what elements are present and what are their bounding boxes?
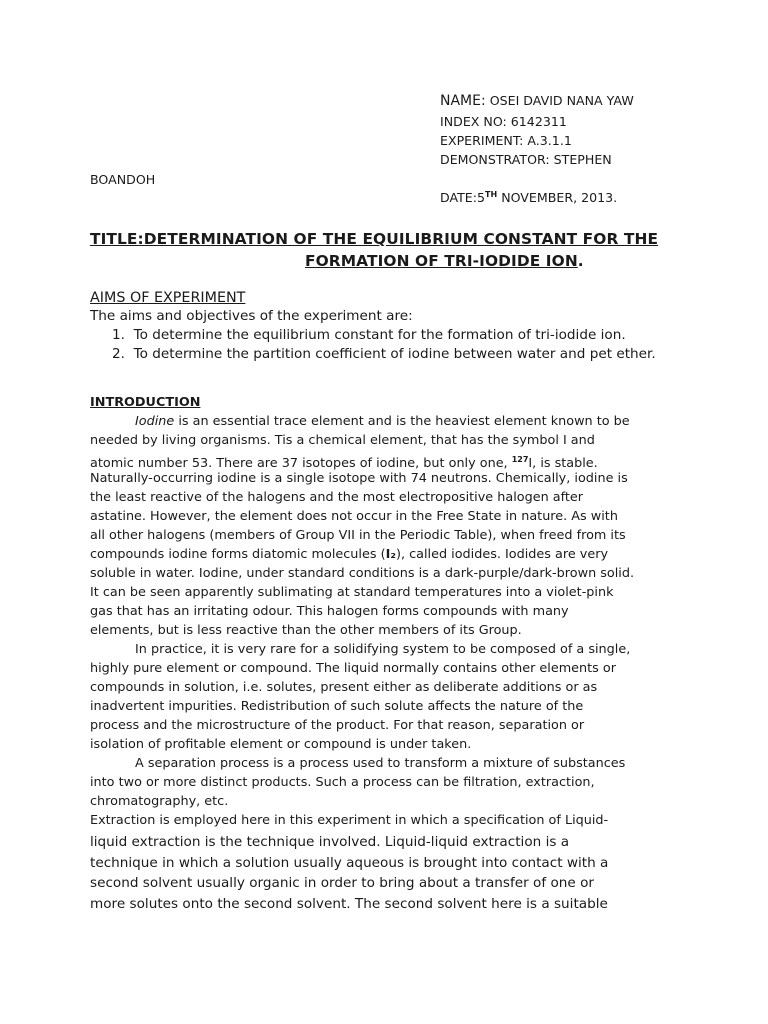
title-line-2-text: FORMATION OF TRI-IODIDE ION <box>305 252 578 270</box>
name-value: OSEI DAVID NANA YAW <box>485 93 634 108</box>
intro-paragraph-2 <box>90 640 690 754</box>
paragraph-line: second solvent usually organic in order to bring about a transfer of one or <box>90 875 594 891</box>
intro-paragraph-4-continued <box>90 832 690 914</box>
paragraph-line: It can be seen apparently sublimating at standard temperatures into a violet-pink <box>90 585 614 600</box>
paragraph-line: highly pure element or compound. The liquid normally contains other elements or <box>90 661 616 676</box>
date-prefix: DATE:5 <box>440 190 486 205</box>
aims-heading: AIMS OF EXPERIMENT <box>90 290 246 306</box>
date-rest: NOVEMBER, 2013. <box>497 190 618 205</box>
paragraph-line: more solutes onto the second solvent. The second solvent here is a suitable <box>90 895 608 912</box>
paragraph-line: In practice, it is very rare for a solidifying system to be composed of a single, <box>135 642 631 657</box>
paragraph-line: chromatography, etc. <box>90 794 229 809</box>
paragraph-line: elements, but is less reactive than the other members of its Group. <box>90 623 522 638</box>
paragraph-line: atomic number 53. There are 37 isotopes of iodine, but only one, $^{127}$I, is stable. <box>90 455 598 471</box>
aims-item-number: 2. <box>112 346 134 362</box>
paragraph-line: all other halogens (members of Group VII in the Periodic Table), when freed from its <box>90 528 626 543</box>
name-label: NAME: <box>440 93 486 109</box>
paragraph-line: soluble in water. Iodine, under standard conditions is a dark-purple/dark-brown solid. <box>90 566 635 581</box>
paragraph-line: into two or more distinct products. Such a process can be filtration, extraction, <box>90 775 595 790</box>
aims-item-text: To determine the partition coefficient of iodine between water and pet ether. <box>133 346 656 362</box>
paragraph-line: Iodine is an essential trace element and is the heaviest element known to be <box>90 412 690 431</box>
paragraph-line: compounds in solution, i.e. solutes, present either as deliberate additions or as <box>90 680 598 695</box>
demonstrator-line: DEMONSTRATOR: STEPHEN <box>440 152 612 167</box>
paragraph-line: gas that has an irritating odour. This halogen forms compounds with many <box>90 604 569 619</box>
paragraph-line: compounds iodine forms diatomic molecules (I₂), called iodides. Iodides are very <box>90 547 609 562</box>
paragraph-line: liquid extraction is the technique involved. Liquid-liquid extraction is a <box>90 834 570 850</box>
title-line-1: TITLE:DETERMINATION OF THE EQUILIBRIUM CONSTANT FOR THE <box>90 230 659 248</box>
paragraph-line: astatine. However, the element does not occur in the Free State in nature. As with <box>90 509 618 524</box>
aims-item-text: To determine the equilibrium constant for the formation of tri-iodide ion. <box>133 327 626 343</box>
aims-item-number: 1. <box>112 327 134 343</box>
title-line-2-end: . <box>577 252 584 270</box>
paragraph-line: Extraction is employed here in this experiment in which a specification of Liquid- <box>90 813 609 828</box>
experiment-code: EXPERIMENT: A.3.1.1 <box>440 133 572 148</box>
paragraph-line: process and the microstructure of the product. For that reason, separation or <box>90 718 585 733</box>
aims-intro: The aims and objectives of the experiment are: <box>90 308 413 324</box>
paragraph-line: technique in which a solution usually aqueous is brought into contact with a <box>90 854 609 871</box>
first-word: Iodine <box>135 414 175 429</box>
page-title <box>90 230 750 270</box>
intro-paragraph-3 <box>90 754 690 811</box>
aims-item-2 <box>112 346 656 362</box>
date-superscript: TH <box>485 190 498 199</box>
isotope-superscript: 127 <box>511 455 529 464</box>
demonstrator-continued: BOANDOH <box>90 172 156 187</box>
date-line <box>440 190 617 205</box>
intro-paragraph-1 <box>90 412 690 640</box>
intro-paragraph-4 <box>90 811 690 830</box>
paragraph-line: needed by living organisms. Tis a chemical element, that has the symbol I and <box>90 433 595 448</box>
title-line-2 <box>90 252 750 270</box>
introduction-heading: INTRODUCTION <box>90 395 201 410</box>
paragraph-line: the least reactive of the halogens and the most electropositive halogen after <box>90 490 584 505</box>
paragraph-line: Naturally-occurring iodine is a single isotope with 74 neutrons. Chemically, iodine is <box>90 471 628 486</box>
student-name-line <box>440 93 634 109</box>
paragraph-line: A separation process is a process used to transform a mixture of substances <box>135 756 626 771</box>
paragraph-line: isolation of profitable element or compound is under taken. <box>90 737 472 752</box>
aims-item-1 <box>112 327 626 343</box>
paragraph-line: inadvertent impurities. Redistribution of such solute affects the nature of the <box>90 699 584 714</box>
molecule-formula: I₂ <box>385 547 396 562</box>
index-number: INDEX NO: 6142311 <box>440 114 567 129</box>
